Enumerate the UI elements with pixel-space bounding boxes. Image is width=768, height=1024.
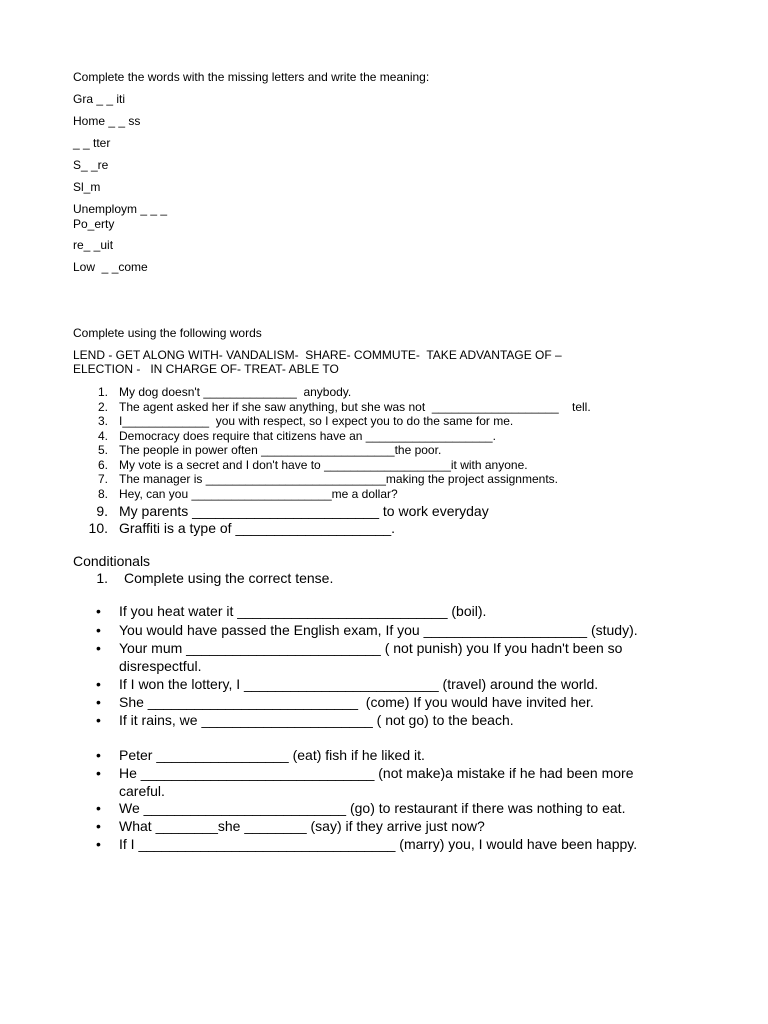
list-number: 5. xyxy=(97,443,108,457)
wordbank-line: ELECTION - IN CHARGE OF- TREAT- ABLE TO xyxy=(73,362,339,376)
bullet-item: Your mum _________________________ ( not punish) you If you hadn't been so xyxy=(119,640,623,656)
list-item: Hey, can you _____________________me a dollar? xyxy=(119,487,398,501)
list-number: 1. xyxy=(96,570,108,586)
list-number: 1. xyxy=(97,385,108,399)
bullet-mark: • xyxy=(96,712,101,728)
section1-instruction: Complete the words with the missing letters and write the meaning: xyxy=(73,70,430,84)
bullet-item: You would have passed the English exam, If you _____________________ (study). xyxy=(119,622,638,638)
bullet-mark: • xyxy=(96,765,101,781)
list-item: The agent asked her if she saw anything, but she was not ___________________ tell. xyxy=(119,400,591,414)
bullet-mark: • xyxy=(96,640,101,656)
bullet-mark: • xyxy=(96,603,101,619)
list-item: My vote is a secret and I don't have to ___________________it with anyone. xyxy=(119,458,528,472)
list-number: 7. xyxy=(97,472,108,486)
bullet-item: If I won the lottery, I _________________________ (travel) around the world. xyxy=(119,676,599,692)
bullet-item: He ______________________________ (not make)a mistake if he had been more xyxy=(119,765,634,781)
bullet-item-continued: careful. xyxy=(119,783,165,799)
word-item: Home _ _ ss xyxy=(73,114,141,128)
list-item: The people in power often ____________________the poor. xyxy=(119,443,442,457)
word-item: Sl_m xyxy=(73,180,101,194)
bullet-mark: • xyxy=(96,836,101,852)
list-item: I_____________ you with respect, so I expect you to do the same for me. xyxy=(119,414,514,428)
list-item: The manager is ___________________________making the project assignments. xyxy=(119,472,558,486)
bullet-item: If it rains, we ______________________ ( not go) to the beach. xyxy=(119,712,514,728)
word-item: Gra _ _ iti xyxy=(73,92,126,106)
section2-instruction: Complete using the following words xyxy=(73,326,262,340)
bullet-item: She ___________________________ (come) If you would have invited her. xyxy=(119,694,594,710)
bullet-mark: • xyxy=(96,747,101,763)
section-heading: Conditionals xyxy=(73,553,151,569)
list-item: Graffiti is a type of ____________________. xyxy=(119,520,396,536)
list-number: 9. xyxy=(96,503,108,519)
list-item: My parents ________________________ to work everyday xyxy=(119,503,489,519)
list-number: 3. xyxy=(97,414,108,428)
list-number: 6. xyxy=(97,458,108,472)
word-item: Unemploym _ _ _ xyxy=(73,202,168,216)
list-number: 10. xyxy=(88,520,108,536)
list-number: 8. xyxy=(97,487,108,501)
bullet-item: If you heat water it ___________________________ (boil). xyxy=(119,603,487,619)
section-subtitle: Complete using the correct tense. xyxy=(124,570,334,586)
wordbank-line: LEND - GET ALONG WITH- VANDALISM- SHARE- COMMUTE- TAKE ADVANTAGE OF – xyxy=(73,348,562,362)
bullet-item: We __________________________ (go) to restaurant if there was nothing to eat. xyxy=(119,800,626,816)
bullet-item: If I _________________________________ (marry) you, I would have been happy. xyxy=(119,836,638,852)
bullet-item: Peter _________________ (eat) fish if he liked it. xyxy=(119,747,425,763)
word-item: Po_erty xyxy=(73,217,115,231)
list-item: My dog doesn't ______________ anybody. xyxy=(119,385,352,399)
bullet-mark: • xyxy=(96,622,101,638)
list-item: Democracy does require that citizens have an ___________________. xyxy=(119,429,496,443)
list-number: 4. xyxy=(97,429,108,443)
list-number: 2. xyxy=(97,400,108,414)
bullet-mark: • xyxy=(96,800,101,816)
bullet-mark: • xyxy=(96,694,101,710)
bullet-item: What ________she ________ (say) if they arrive just now? xyxy=(119,818,485,834)
bullet-mark: • xyxy=(96,818,101,834)
word-item: re_ _uit xyxy=(73,238,114,252)
word-item: _ _ tter xyxy=(73,136,111,150)
bullet-mark: • xyxy=(96,676,101,692)
word-item: Low _ _come xyxy=(73,260,148,274)
word-item: S_ _re xyxy=(73,158,109,172)
bullet-item-continued: disrespectful. xyxy=(119,658,202,674)
